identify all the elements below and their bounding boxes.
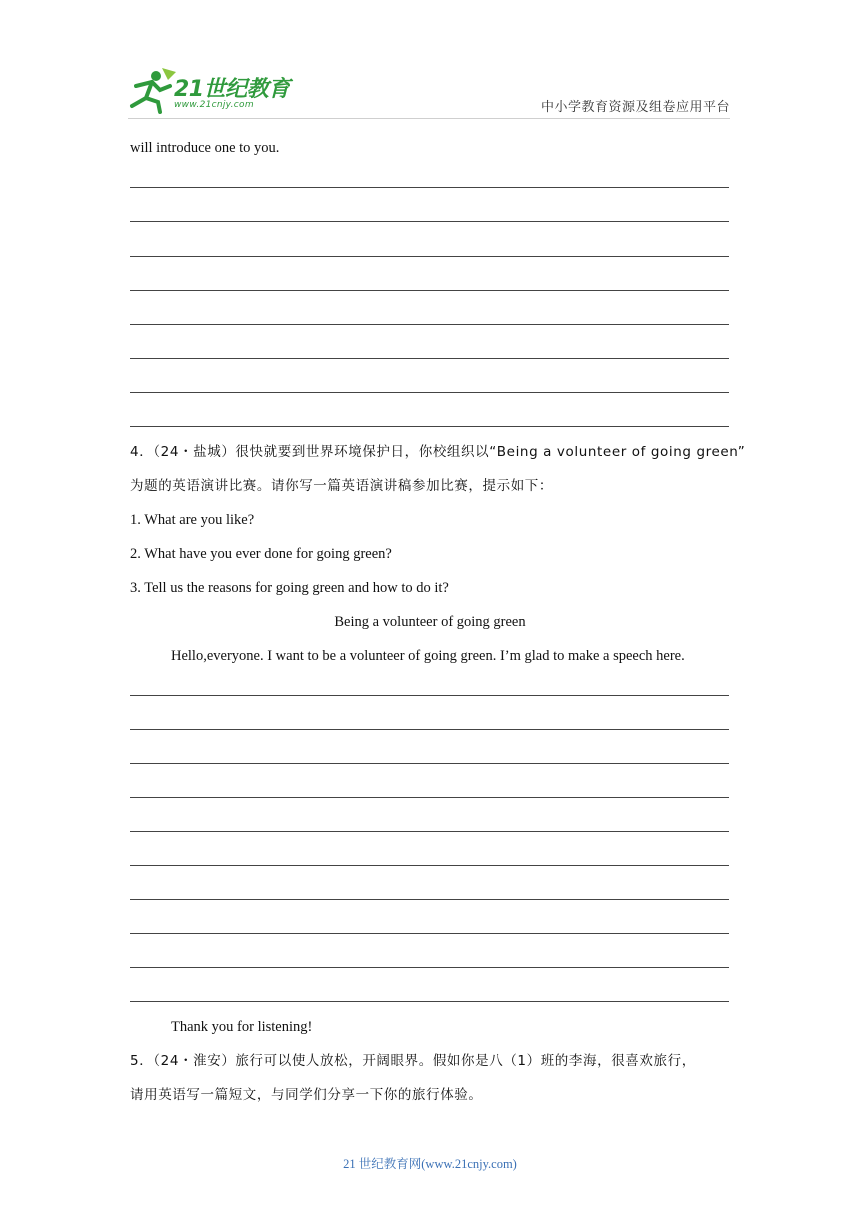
q4-essay-title: Being a volunteer of going green: [334, 614, 526, 630]
answer-line[interactable]: [130, 358, 729, 359]
q4-prompt-line-1: 4．（24・盐城）很快就要到世界环境保护日，你校组织以“Being a volunteer of going green”: [130, 444, 746, 460]
answer-line[interactable]: [130, 831, 729, 832]
answer-line[interactable]: [130, 256, 729, 257]
footer-link[interactable]: 21 世纪教育网(www.21cnjy.com): [343, 1157, 517, 1171]
logo-url: www.21cnjy.com: [174, 100, 254, 110]
q5-prompt-line-1: 5．（24・淮安）旅行可以使人放松，开阔眼界。假如你是八（1）班的李海，很喜欢旅行，: [130, 1053, 696, 1069]
runner-logo-icon: [122, 66, 178, 114]
answer-line[interactable]: [130, 1001, 729, 1002]
q4-essay-opening: Hello,everyone. I want to be a volunteer of going green. I’m glad to make a speech here.: [171, 648, 685, 664]
q4-hint-1: 1. What are you like?: [130, 512, 255, 528]
q4-hint-2: 2. What have you ever done for going green?: [130, 546, 392, 562]
answer-line[interactable]: [130, 221, 729, 222]
answer-line[interactable]: [130, 797, 729, 798]
answer-line[interactable]: [130, 967, 729, 968]
answer-line[interactable]: [130, 899, 729, 900]
answer-line[interactable]: [130, 933, 729, 934]
answer-line[interactable]: [130, 695, 729, 696]
answer-line[interactable]: [130, 729, 729, 730]
logo-text: 21世纪教育: [174, 77, 290, 102]
answer-line[interactable]: [130, 426, 729, 427]
header-tagline: 中小学教育资源及组卷应用平台: [540, 100, 730, 115]
answer-line[interactable]: [130, 324, 729, 325]
site-logo[interactable]: [122, 66, 292, 116]
answer-line[interactable]: [130, 392, 729, 393]
answer-line[interactable]: [130, 187, 729, 188]
q4-prompt-line-2: 为题的英语演讲比赛。请你写一篇英语演讲稿参加比赛，提示如下：: [130, 478, 553, 494]
header-divider: [128, 118, 730, 119]
answer-line[interactable]: [130, 865, 729, 866]
q4-essay-closing: Thank you for listening!: [171, 1019, 313, 1035]
answer-line[interactable]: [130, 763, 729, 764]
answer-line[interactable]: [130, 290, 729, 291]
q5-prompt-line-2: 请用英语写一篇短文，与同学们分享一下你的旅行体验。: [130, 1087, 483, 1103]
q3-tail-text: will introduce one to you.: [130, 140, 280, 156]
q4-hint-3: 3. Tell us the reasons for going green and how to do it?: [130, 580, 449, 596]
